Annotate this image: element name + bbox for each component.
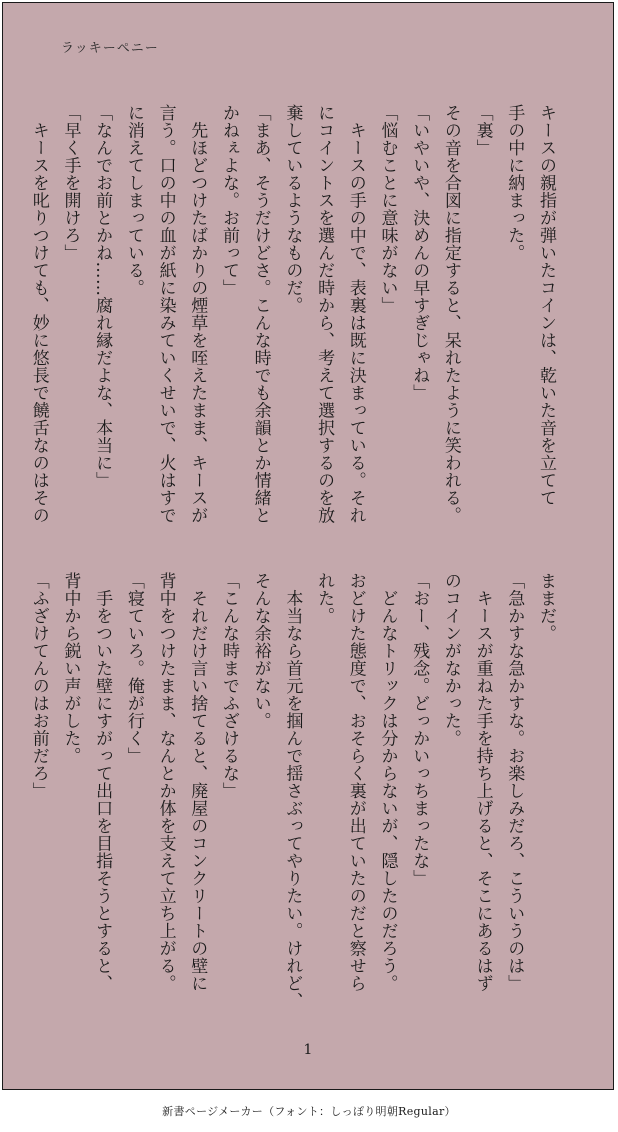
- text-line: その音を合図に指定すると、呆れたように笑われる。: [440, 104, 461, 524]
- text-line: どんなトリックは分からないが、隠したのだろう。: [377, 572, 398, 992]
- text-line: 「早く手を開けろ」: [60, 104, 81, 262]
- text-line: 手の中に納まった。: [504, 104, 525, 262]
- text-line: 「こんな時までふざけるな」: [218, 572, 239, 800]
- text-line: れた。: [314, 572, 335, 625]
- text-line: 手をついた壁にすがって出口を目指そうとすると、: [92, 572, 113, 992]
- text-block-top: [22, 104, 561, 534]
- text-line: 背中から鋭い声がした。: [60, 572, 81, 765]
- text-line: 「まあ、そうだけどさ。こんな時でも余韻とか情緒と: [250, 104, 271, 524]
- text-line: 「なんでお前とかね……腐れ縁だよな、本当に」: [92, 104, 113, 489]
- text-line: 言う。口の中の血が紙に染みていくせいで、火はすで: [155, 104, 176, 524]
- footer-credit: 新書ページメーカー（フォント：しっぽり明朝Regular）: [162, 1105, 456, 1118]
- text-line: 「おー、残念。どっかいっちまったな」: [409, 572, 430, 887]
- text-line: かねぇよな。お前って」: [218, 104, 239, 297]
- text-line: 背中をつけたまま、なんとか体を支えて立ち上がる。: [155, 572, 176, 992]
- text-line: 「ふざけてんのはお前だろ」: [28, 572, 49, 800]
- text-line: 棄しているようなものだ。: [282, 104, 303, 314]
- text-line: キースを叱りつけても、妙に悠長で饒舌なのはその: [28, 104, 49, 524]
- text-line: 本当なら首元を掴んで揺さぶってやりたい。けれど、: [282, 572, 303, 1010]
- text-line: にコイントスを選んだ時から、考えて選択するのを放: [314, 104, 335, 524]
- text-line: 「裏」: [472, 104, 493, 157]
- text-line: キースの親指が弾いたコインは、乾いた音を立てて: [536, 104, 556, 507]
- text-line: キースが重ねた手を持ち上げると、そこにあるはず: [472, 572, 493, 992]
- text-line: のコインがなかった。: [440, 572, 461, 747]
- text-line: に消えてしまっている。: [123, 104, 144, 297]
- text-line: 「急かすな急かすな。お楽しみだろ、こういうのは」: [504, 572, 525, 992]
- text-line: 「悩むことに意味がない」: [377, 104, 398, 314]
- book-page: [2, 2, 614, 1090]
- text-line: そんな余裕がない。: [250, 572, 271, 730]
- chapter-title: ラッキーペニー: [61, 41, 159, 56]
- text-line: キースの手の中で、表裏は既に決まっている。それ: [345, 104, 366, 524]
- text-line: それだけ言い捨てると、廃屋のコンクリートの壁に: [187, 572, 208, 992]
- text-line: おどけた態度で、おそらく裏が出ていたのだと察せら: [345, 572, 366, 992]
- text-block-bottom: [22, 572, 561, 1010]
- page-number: 1: [303, 1042, 313, 1058]
- text-line: 「いやいや、決めんの早すぎじゃね」: [409, 104, 430, 402]
- text-line: 「寝ていろ。俺が行く」: [123, 572, 144, 765]
- text-line: 先ほどつけたばかりの煙草を咥えたまま、キースが: [187, 104, 208, 524]
- text-line: ままだ。: [536, 572, 556, 642]
